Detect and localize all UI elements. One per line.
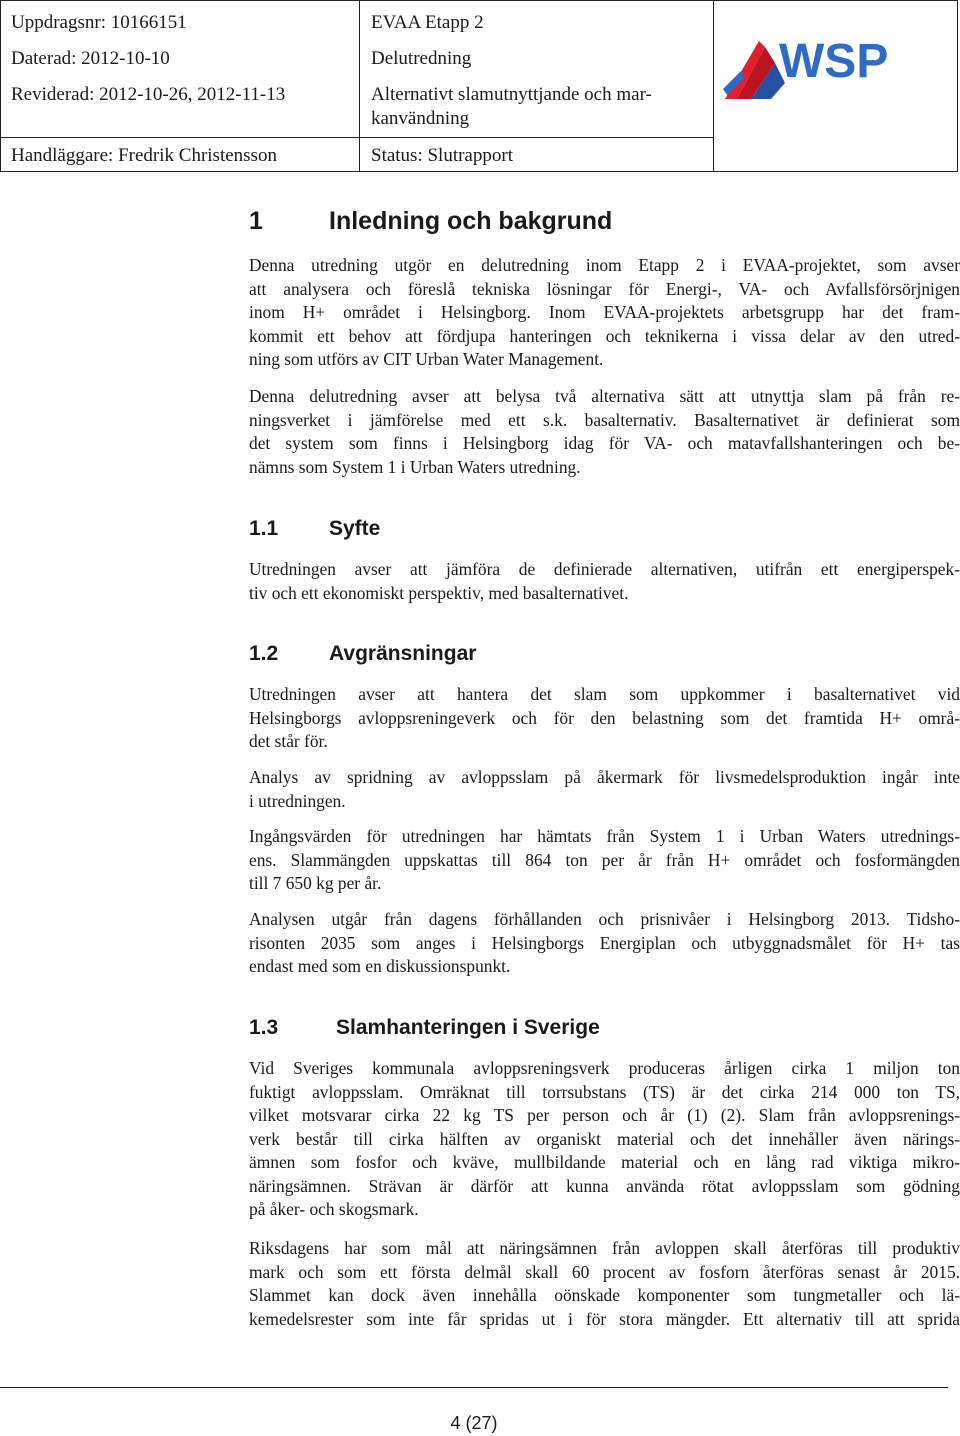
document-header	[0, 0, 958, 172]
paragraph	[249, 766, 960, 813]
text-line: Riksdagens har som mål att näringsämnen från avloppen skall återföras till produktiv	[249, 1238, 960, 1258]
section-title: Inledning och bakgrund	[329, 207, 613, 235]
text-line: fuktigt avloppsslam. Omräknat till torrsubstans (TS) är det cirka 214 000 ton TS,	[249, 1081, 960, 1102]
paragraph	[249, 385, 960, 479]
text-line: ämnen som fosfor och kväve, mullbildande material och en lång rad viktiga mikro-	[249, 1152, 960, 1172]
text-line: Analysen utgår från dagens förhållanden och prisnivåer i Helsingborg 2013. Tidsho-	[249, 909, 960, 929]
date-field: Daterad: 2012-10-10	[11, 48, 170, 69]
footer-rule	[0, 1387, 948, 1388]
document-subject: Alternativt slamutnyttjande och mar-	[371, 84, 652, 105]
section-number: 1.3	[249, 1016, 279, 1039]
header-divider	[1, 137, 713, 138]
text-line: verk består till cirka hälften av organiskt material och det innehåller även närings-	[249, 1128, 960, 1149]
paragraph	[249, 683, 960, 754]
section-title: Avgränsningar	[329, 642, 477, 665]
section-heading-1-1	[249, 516, 380, 542]
paragraph	[249, 1057, 960, 1222]
text-line: ningsverket i jämförelse med ett s.k. basalternativ. Basalternativet är definierat som	[249, 409, 960, 430]
text-line: näringsämnen. Strävan är därför att kunna använda rötat avloppsslam som gödning	[249, 1175, 960, 1196]
section-heading-1	[249, 205, 612, 237]
text-line: vilket motsvarar cirka 22 kg TS per person och år (1) (2). Slam från avloppsrenings-	[249, 1105, 960, 1125]
document-subject: kanvändning	[371, 108, 470, 129]
text-line: till 7 650 kg per år.	[249, 873, 382, 893]
text-line: kemedelsrester som inte får spridas ut i för stora mängder. Ett alternativ till att sprida	[249, 1308, 960, 1329]
paragraph	[249, 825, 960, 896]
section-title: Syfte	[329, 517, 381, 540]
text-line: inom H+ området i Helsingborg. Inom EVAA-projektets arbetsgrupp har det fram-	[249, 302, 960, 322]
text-line: på åker- och skogsmark.	[249, 1199, 419, 1219]
text-line: ning som utförs av CIT Urban Water Management.	[249, 349, 604, 369]
text-line: mark och som ett första delmål skall 60 procent av fosforn återföras senast år 2015.	[249, 1261, 960, 1282]
logo-text: WSP	[779, 35, 889, 88]
paragraph	[249, 1237, 960, 1331]
text-line: i utredningen.	[249, 790, 346, 811]
text-line: att analysera och föreslå tekniska lösningar för Energi-, VA- och Avfallsförsörjnigen	[249, 278, 960, 299]
text-line: Slammet kan dock även innehålla oönskade komponenter som tungmetaller och lä-	[249, 1285, 960, 1305]
text-line: det system som finns i Helsingborg idag för VA- och matavfallshanteringen och be-	[249, 433, 960, 453]
text-line: Helsingborgs avloppsreningeverk och för den belastning som det framtida H+ områ-	[249, 707, 960, 728]
text-line: Ingångsvärden för utredningen har hämtats från System 1 i Urban Waters utrednings-	[249, 826, 960, 846]
section-heading-1-2	[249, 641, 476, 667]
text-line: nämns som System 1 i Urban Waters utredning.	[249, 456, 581, 477]
paragraph	[249, 908, 960, 979]
wsp-logo	[719, 27, 915, 107]
paragraph	[249, 558, 960, 605]
section-number: 1.2	[249, 642, 279, 665]
revised-field: Reviderad: 2012-10-26, 2012-11-13	[11, 84, 286, 105]
assignment-number: Uppdragsnr: 10166151	[11, 12, 187, 33]
section-number: 1.1	[249, 517, 279, 540]
text-line: Vid Sveriges kommunala avloppsreningsverk produceras årligen cirka 1 miljon ton	[249, 1058, 960, 1078]
document-type: Delutredning	[371, 48, 472, 69]
header-divider	[359, 1, 360, 171]
text-line: endast med som en diskussionspunkt.	[249, 956, 511, 976]
text-line: kommit ett behov att fördjupa hanteringen och teknikerna i vissa delar av den utred-	[249, 325, 960, 346]
text-line: Utredningen avser att jämföra de definierade alternativen, utifrån ett energiperspek-	[249, 559, 960, 579]
section-heading-1-3	[249, 1015, 600, 1041]
text-line: Utredningen avser att hantera det slam som uppkommer i basalternativet vid	[249, 684, 960, 704]
text-line: Denna utredning utgör en delutredning inom Etapp 2 i EVAA-projektet, som avser	[249, 255, 960, 275]
header-divider	[713, 1, 714, 171]
text-line: ens. Slammängden uppskattas till 864 ton per år från H+ området och fosformängden	[249, 849, 960, 870]
section-number: 1	[249, 207, 263, 235]
handler-field: Handläggare: Fredrik Christensson	[11, 145, 277, 166]
text-line: det står för.	[249, 731, 328, 751]
section-title: Slamhanteringen i Sverige	[336, 1016, 600, 1039]
paragraph	[249, 254, 960, 372]
page-number: 4 (27)	[450, 1413, 498, 1433]
text-line: risonten 2035 som anges i Helsingborgs Energiplan och utbyggnadsmålet för H+ tas	[249, 932, 960, 953]
project-stage: EVAA Etapp 2	[371, 12, 484, 33]
text-line: Analys av spridning av avloppsslam på åkermark för livsmedelsproduktion ingår inte	[249, 767, 960, 787]
text-line: tiv och ett ekonomiskt perspektiv, med basalternativet.	[249, 582, 629, 603]
text-line: Denna delutredning avser att belysa två alternativa sätt att utnyttja slam på från re-	[249, 386, 960, 406]
document-status: Status: Slutrapport	[371, 145, 513, 166]
